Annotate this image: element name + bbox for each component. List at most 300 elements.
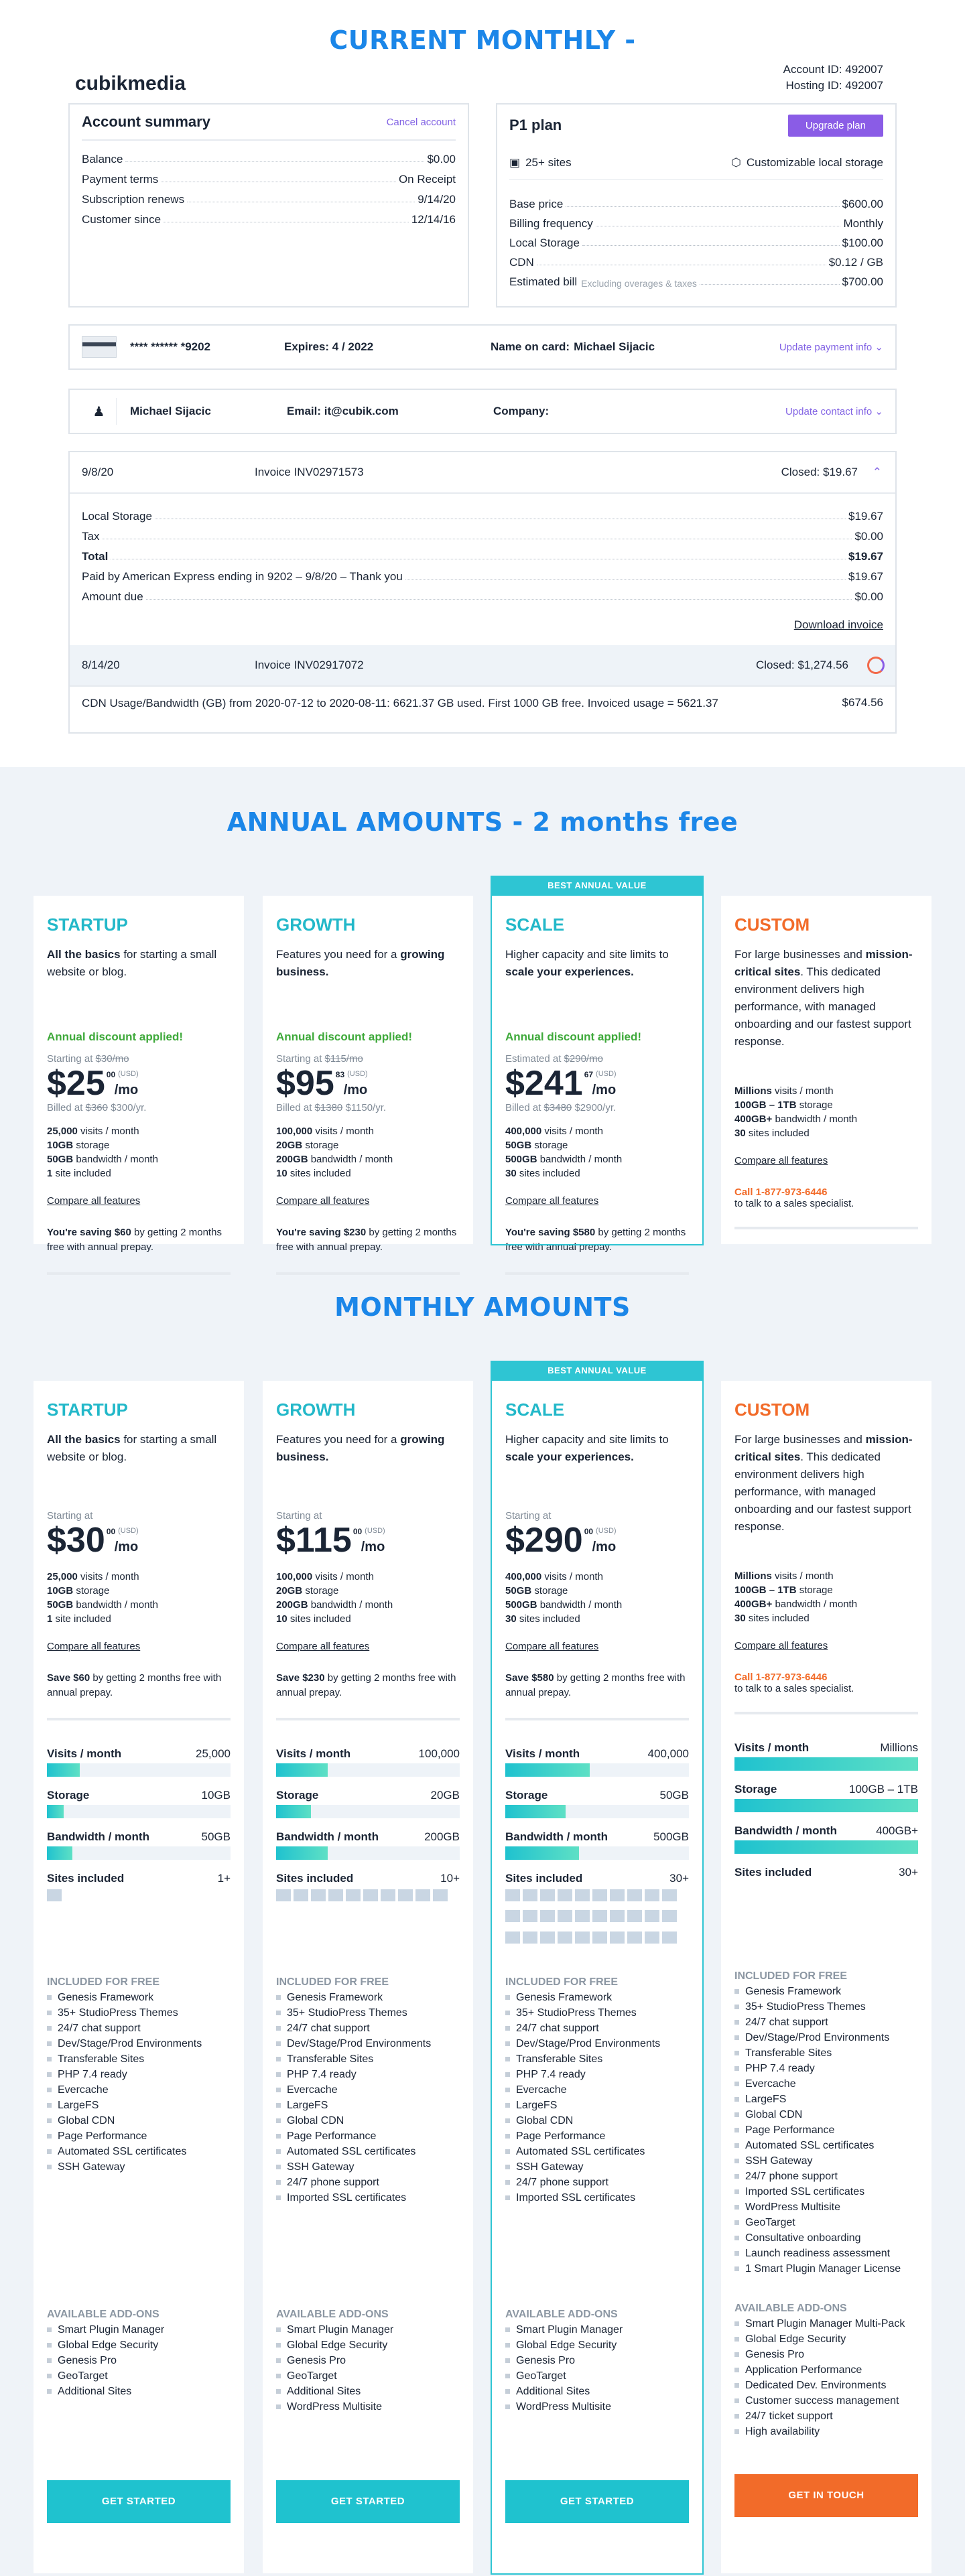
row-label: Subscription renews (82, 193, 185, 206)
compare-features-link[interactable]: Compare all features (47, 1641, 141, 1652)
plan-specs: 100,000 visits / month 20GB storage 200GB bandwidth / month 10 sites included (276, 1571, 393, 1625)
starting-at (47, 1510, 231, 1521)
call-sales-link[interactable]: Call 1-877-973-6446 (734, 1672, 828, 1683)
included-item: SSH Gateway (505, 2159, 689, 2175)
meter-value: 500GB (653, 1830, 689, 1843)
included-item: Transferable Sites (505, 2051, 689, 2067)
account-summary-title: Account summary (82, 113, 210, 130)
billed-label: Billed at (505, 1102, 541, 1113)
summary-row (509, 230, 883, 250)
row-label: Customer since (82, 213, 162, 226)
compare-features-link[interactable]: Compare all features (47, 1195, 141, 1207)
account-summary-card (68, 103, 469, 308)
included-heading: INCLUDED FOR FREE (276, 1976, 389, 1988)
monthly-heading: MONTHLY AMOUNTS (334, 1292, 631, 1322)
included-item: Global CDN (505, 2113, 689, 2128)
included-item: Dev/Stage/Prod Environments (47, 2036, 231, 2051)
meter-fill (276, 1763, 328, 1777)
billed-label: Billed at (47, 1102, 83, 1113)
meter-value: 50GB (659, 1789, 689, 1802)
invoice-date: 8/14/20 (82, 659, 120, 671)
included-item: 24/7 chat support (734, 2015, 918, 2030)
site-square (523, 1910, 537, 1922)
site-square (575, 1889, 590, 1901)
starting-at-label: Starting at (47, 1510, 93, 1521)
get-started-button[interactable]: GET STARTED (505, 2480, 689, 2523)
included-item: Evercache (276, 2082, 460, 2098)
included-item: Global CDN (276, 2113, 460, 2128)
included-item: 24/7 phone support (505, 2175, 689, 2190)
included-item: 24/7 phone support (276, 2175, 460, 2190)
chevron-down-icon: ⌄ (875, 406, 883, 417)
included-item: Genesis Framework (734, 1984, 918, 1999)
addon-item: Global Edge Security (734, 2331, 918, 2347)
meter-bar (276, 1763, 460, 1777)
currency: (USD) (365, 1527, 385, 1535)
row-label: Amount due (82, 590, 143, 603)
addon-item: Global Edge Security (505, 2337, 689, 2353)
compare-features-link[interactable]: Compare all features (276, 1641, 370, 1652)
included-item: 1 Smart Plugin Manager License (734, 2261, 918, 2277)
addons-heading: AVAILABLE ADD-ONS (505, 2309, 618, 2320)
meter-label: Storage (734, 1783, 777, 1795)
meter-row (734, 1866, 918, 1879)
addon-item: Smart Plugin Manager (47, 2322, 231, 2337)
estimated-bill-note: Excluding overages & taxes (581, 278, 697, 289)
meter-value: Millions (880, 1741, 918, 1754)
included-item: Imported SSL certificates (734, 2184, 918, 2199)
credit-card-icon (82, 336, 117, 358)
invoice-line-amount: $674.56 (842, 696, 883, 709)
included-item: WordPress Multisite (734, 2199, 918, 2215)
included-item: Genesis Framework (276, 1990, 460, 2005)
included-list (276, 1990, 460, 2305)
meter-label: Sites included (276, 1872, 354, 1885)
price (276, 1521, 460, 1559)
divider (734, 1227, 918, 1229)
row-value: $19.67 (848, 510, 883, 523)
invoice-number: Invoice INV02917072 (255, 659, 364, 671)
price (505, 1065, 689, 1102)
price-amount: $25 (47, 1064, 105, 1103)
row-value: 9/14/20 (417, 193, 456, 206)
included-item: Global CDN (734, 2107, 918, 2122)
per-month: /mo (114, 1540, 139, 1554)
included-item: Dev/Stage/Prod Environments (505, 2036, 689, 2051)
savings-note: Save $230 by getting 2 months free with annual prepay. (276, 1672, 456, 1698)
meter-label: Visits / month (276, 1747, 351, 1760)
summary-row (509, 211, 883, 230)
update-contact-label: Update contact info (785, 406, 873, 417)
included-item: Transferable Sites (734, 2045, 918, 2061)
starting-at-label: Starting at (505, 1510, 552, 1521)
addon-item: WordPress Multisite (505, 2399, 689, 2415)
meter-label: Visits / month (505, 1747, 580, 1760)
meter-fill (47, 1846, 72, 1860)
plan-description: Features you need for a growing business. (276, 948, 445, 978)
meter-row (47, 1747, 231, 1761)
site-square (363, 1889, 378, 1901)
compare-features-link[interactable]: Compare all features (734, 1155, 828, 1166)
plan-specs: Millions visits / month 100GB – 1TB storage 400GB+ bandwidth / month 30 sites included (734, 1085, 858, 1139)
summary-row (82, 503, 883, 523)
site-square (610, 1910, 625, 1922)
usage-meters (276, 1747, 460, 1950)
included-heading: INCLUDED FOR FREE (47, 1976, 159, 1988)
plan-name: STARTUP (47, 1400, 128, 1420)
get-started-button[interactable]: GET STARTED (47, 2480, 231, 2523)
current-heading: CURRENT MONTHLY - (329, 25, 636, 55)
included-item: 24/7 chat support (276, 2021, 460, 2036)
meter-label: Sites included (734, 1866, 812, 1879)
row-value: $0.00 (854, 530, 883, 543)
update-payment-link[interactable] (779, 341, 883, 353)
meter-value: 400GB+ (876, 1824, 918, 1837)
savings-note: Save $580 by getting 2 months free with annual prepay. (505, 1672, 686, 1698)
site-square (662, 1889, 677, 1901)
plan-description: Higher capacity and site limits to scale your experiences. (505, 1433, 669, 1463)
sites-icon: ▣ (509, 155, 521, 169)
included-item: Imported SSL certificates (505, 2190, 689, 2206)
included-item: 24/7 phone support (734, 2169, 918, 2184)
site-square (592, 1931, 607, 1944)
included-item: Page Performance (734, 2122, 918, 2138)
addon-item: Additional Sites (505, 2384, 689, 2399)
price (47, 1065, 231, 1102)
get-in-touch-button[interactable]: GET IN TOUCH (734, 2474, 918, 2517)
meter-bar (505, 1805, 689, 1818)
meter-label: Storage (276, 1789, 319, 1802)
row-value: 12/14/16 (411, 213, 456, 226)
meter-bar (276, 1846, 460, 1860)
billed-was: $360 (85, 1102, 108, 1113)
plan-description: For large businesses and mission-critical sites. This dedicated environment delivers high performance, with managed onboarding and our fastest support response. (734, 948, 913, 1048)
plan-name: STARTUP (47, 914, 128, 935)
per-month: /mo (592, 1083, 617, 1097)
starting-at (505, 1053, 689, 1065)
site-square (523, 1889, 537, 1901)
compare-features-link[interactable]: Compare all features (276, 1195, 370, 1207)
price-amount: $30 (47, 1521, 105, 1560)
plan-name: CUSTOM (734, 914, 810, 935)
meter-label: Bandwidth / month (505, 1830, 608, 1843)
row-label: Local Storage (509, 236, 580, 249)
plan-name: GROWTH (276, 914, 356, 935)
currency: (USD) (596, 1527, 617, 1535)
divider (47, 1718, 231, 1720)
usage-meters (505, 1747, 689, 1950)
addon-item: Genesis Pro (734, 2347, 918, 2362)
meter-fill (505, 1805, 566, 1818)
included-item: Genesis Framework (47, 1990, 231, 2005)
addon-item: Additional Sites (47, 2384, 231, 2399)
included-item: LargeFS (734, 2092, 918, 2107)
row-value: $19.67 (848, 550, 883, 563)
included-item: 24/7 chat support (47, 2021, 231, 2036)
per-month: /mo (343, 1083, 368, 1097)
was-price: $30/mo (95, 1053, 129, 1065)
row-value: $0.00 (854, 590, 883, 603)
meter-value: 200GB (424, 1830, 460, 1843)
call-sales-note: to talk to a sales specialist. (734, 1198, 854, 1209)
upgrade-plan-button[interactable]: Upgrade plan (788, 115, 883, 137)
meter-row (505, 1789, 689, 1802)
compare-features-link[interactable]: Compare all features (734, 1640, 828, 1651)
meter-fill (734, 1840, 918, 1854)
discount-note: Annual discount applied! (276, 1030, 413, 1043)
meter-fill (47, 1763, 80, 1777)
included-item: Evercache (734, 2076, 918, 2092)
site-square (540, 1889, 555, 1901)
billed-was: $1380 (314, 1102, 343, 1113)
price-cents: 00 (106, 1070, 116, 1079)
meter-row (276, 1830, 460, 1844)
get-started-button[interactable]: GET STARTED (276, 2480, 460, 2523)
contact-bar (68, 389, 897, 434)
site-square (610, 1889, 625, 1901)
starting-at (276, 1053, 460, 1065)
included-list (47, 1990, 231, 2305)
site-square (627, 1889, 642, 1901)
plan-name: GROWTH (276, 1400, 356, 1420)
meter-value: 400,000 (647, 1747, 689, 1760)
meter-value: 100GB – 1TB (848, 1783, 918, 1795)
savings-note: You're saving $60 by getting 2 months free with annual prepay. (47, 1227, 222, 1253)
included-item: Transferable Sites (276, 2051, 460, 2067)
meter-bar (47, 1805, 231, 1818)
billed-was: $3480 (543, 1102, 572, 1113)
addon-item: Dedicated Dev. Environments (734, 2378, 918, 2393)
included-item: PHP 7.4 ready (47, 2067, 231, 2082)
billed-now: $1150/yr. (345, 1102, 387, 1113)
included-item: Consultative onboarding (734, 2230, 918, 2246)
chevron-down-icon: ⌄ (875, 342, 883, 353)
contact-company: Company: (493, 405, 550, 417)
summary-row (82, 543, 883, 563)
compare-features-link[interactable]: Compare all features (505, 1195, 599, 1207)
row-value: $100.00 (842, 236, 883, 249)
included-item: Automated SSL certificates (47, 2144, 231, 2159)
addon-item: 24/7 ticket support (734, 2409, 918, 2424)
site-square (540, 1910, 555, 1922)
included-item: PHP 7.4 ready (276, 2067, 460, 2082)
included-item: 24/7 chat support (505, 2021, 689, 2036)
meter-label: Visits / month (734, 1741, 810, 1754)
starting-at (505, 1510, 689, 1521)
meter-bar (734, 1757, 918, 1771)
row-label: Base price (509, 198, 564, 210)
chevron-up-icon[interactable]: ⌃ (872, 466, 882, 478)
included-item: Genesis Framework (505, 1990, 689, 2005)
meter-row (505, 1747, 689, 1761)
plan-specs: 25,000 visits / month 10GB storage 50GB bandwidth / month 1 site included (47, 1126, 158, 1179)
payment-bar (68, 324, 897, 370)
plan-name: SCALE (505, 914, 565, 935)
row-value: $0.12 / GB (828, 256, 883, 269)
price-cents: 00 (584, 1527, 594, 1536)
summary-row (82, 206, 456, 226)
included-item: Imported SSL certificates (276, 2190, 460, 2206)
plan-card-startup (34, 896, 244, 1253)
row-value: Monthly (843, 217, 883, 230)
discount-note: Annual discount applied! (47, 1030, 184, 1043)
meter-value: 1+ (217, 1872, 231, 1885)
site-square (558, 1910, 572, 1922)
invoice-list (68, 451, 897, 734)
site-square (505, 1910, 520, 1922)
addon-item: Global Edge Security (276, 2337, 460, 2353)
summary-row (82, 523, 883, 543)
meter-label: Storage (47, 1789, 90, 1802)
site-square (558, 1931, 572, 1944)
addons-heading: AVAILABLE ADD-ONS (47, 2309, 159, 2320)
starting-at (47, 1053, 231, 1065)
invoice-number: Invoice INV02971573 (255, 466, 364, 478)
meter-bar (505, 1763, 689, 1777)
download-invoice-link[interactable]: Download invoice (793, 618, 883, 631)
meter-value: 100,000 (418, 1747, 460, 1760)
site-square (398, 1889, 413, 1901)
sites-feature (509, 156, 572, 170)
meter-value: 10+ (440, 1872, 460, 1885)
included-item: SSH Gateway (47, 2159, 231, 2175)
meter-fill (734, 1799, 918, 1812)
plan-specs: 400,000 visits / month 50GB storage 500GB bandwidth / month 30 sites included (505, 1126, 623, 1179)
site-square (346, 1889, 361, 1901)
invoice-row[interactable] (70, 452, 895, 494)
row-label: Estimated bill (509, 275, 578, 288)
compare-features-link[interactable]: Compare all features (505, 1641, 599, 1652)
price-cents: 67 (584, 1070, 594, 1079)
site-square (311, 1889, 326, 1901)
site-square (328, 1889, 343, 1901)
plan-card-custom (721, 896, 931, 1244)
sites-grid (734, 1883, 918, 1944)
currency: (USD) (347, 1070, 368, 1078)
currency: (USD) (596, 1070, 617, 1078)
included-item: LargeFS (47, 2098, 231, 2113)
included-item: GeoTarget (734, 2215, 918, 2230)
loading-spinner-icon (867, 657, 885, 674)
included-item: Evercache (47, 2082, 231, 2098)
included-list (505, 1990, 689, 2305)
included-item: Page Performance (47, 2128, 231, 2144)
addons-heading: AVAILABLE ADD-ONS (734, 2303, 847, 2314)
user-icon: ♟ (82, 398, 117, 425)
hosting-id: Hosting ID: 492007 (785, 79, 883, 92)
name-on-card-label: Name on card: (491, 340, 570, 353)
invoice-row[interactable] (70, 645, 895, 687)
included-item: Automated SSL certificates (505, 2144, 689, 2159)
meter-row (734, 1824, 918, 1838)
sites-grid (276, 1889, 460, 1950)
site-square (540, 1931, 555, 1944)
plan-card-custom (721, 1381, 931, 2573)
site-square (610, 1931, 625, 1944)
addon-item: GeoTarget (47, 2368, 231, 2384)
included-item: Transferable Sites (47, 2051, 231, 2067)
starting-at-label: Estimated at (505, 1053, 562, 1065)
included-heading: INCLUDED FOR FREE (734, 1970, 847, 1982)
card-number: **** ****** *9202 (130, 340, 211, 353)
meter-row (47, 1830, 231, 1844)
row-label: Local Storage (82, 510, 152, 523)
included-item: Page Performance (276, 2128, 460, 2144)
row-label: Billing frequency (509, 217, 593, 230)
included-item: Launch readiness assessment (734, 2246, 918, 2261)
invoice-closed: Closed: $19.67 (781, 466, 858, 478)
site-square (575, 1931, 590, 1944)
included-item: Page Performance (505, 2128, 689, 2144)
currency: (USD) (118, 1527, 139, 1535)
meter-row (505, 1872, 689, 1885)
addon-item: Smart Plugin Manager Multi-Pack (734, 2316, 918, 2331)
site-square (592, 1889, 607, 1901)
row-label: Paid by American Express ending in 9202 – 9/8/20 – Thank you (82, 570, 403, 583)
divider (276, 1272, 460, 1275)
site-square (381, 1889, 395, 1901)
sites-feature-label: 25+ sites (525, 155, 572, 169)
site-square (294, 1889, 308, 1901)
summary-row (82, 584, 883, 604)
usage-meters (734, 1741, 918, 1944)
plan-description: Higher capacity and site limits to scale your experiences. (505, 948, 669, 978)
meter-bar (505, 1846, 689, 1860)
meter-bar (276, 1805, 460, 1818)
addons-list (276, 2322, 460, 2480)
box-icon: ⬡ (731, 155, 741, 169)
included-item: 35+ StudioPress Themes (734, 1999, 918, 2015)
meter-value: 20GB (430, 1789, 460, 1802)
row-label: Balance (82, 153, 123, 165)
brand-name: cubikmedia (75, 72, 186, 94)
best-value-ribbon: BEST ANNUAL VALUE (491, 876, 704, 896)
meter-label: Bandwidth / month (276, 1830, 379, 1843)
meter-row (276, 1789, 460, 1802)
price-cents: 00 (352, 1527, 363, 1536)
billed-annually (505, 1102, 689, 1113)
included-item: 35+ StudioPress Themes (276, 2005, 460, 2021)
call-sales-link[interactable]: Call 1-877-973-6446 (734, 1187, 828, 1198)
meter-row (47, 1789, 231, 1802)
meter-row (734, 1783, 918, 1796)
included-item: Dev/Stage/Prod Environments (734, 2030, 918, 2045)
included-item: PHP 7.4 ready (505, 2067, 689, 2082)
usage-meters (47, 1747, 231, 1950)
update-contact-link[interactable] (785, 405, 883, 417)
divider (276, 1718, 460, 1720)
site-square (662, 1910, 677, 1922)
meter-fill (734, 1757, 918, 1771)
meter-row (505, 1830, 689, 1844)
addon-item: Additional Sites (276, 2384, 460, 2399)
contact-email: Email: it@cubik.com (287, 405, 399, 417)
best-value-ribbon: BEST ANNUAL VALUE (491, 1361, 704, 1381)
site-square (505, 1889, 520, 1901)
site-square (433, 1889, 448, 1901)
summary-row (82, 563, 883, 584)
summary-row (82, 146, 456, 166)
site-square (47, 1889, 62, 1901)
addon-item: High availability (734, 2424, 918, 2439)
meter-label: Visits / month (47, 1747, 122, 1760)
plan-specs: 25,000 visits / month 10GB storage 50GB bandwidth / month 1 site included (47, 1571, 158, 1625)
row-value: $19.67 (848, 570, 883, 583)
cancel-account-link[interactable]: Cancel account (386, 116, 456, 128)
addon-item: Customer success management (734, 2393, 918, 2409)
row-value: $0.00 (427, 153, 456, 165)
savings-note: Save $60 by getting 2 months free with annual prepay. (47, 1672, 222, 1698)
